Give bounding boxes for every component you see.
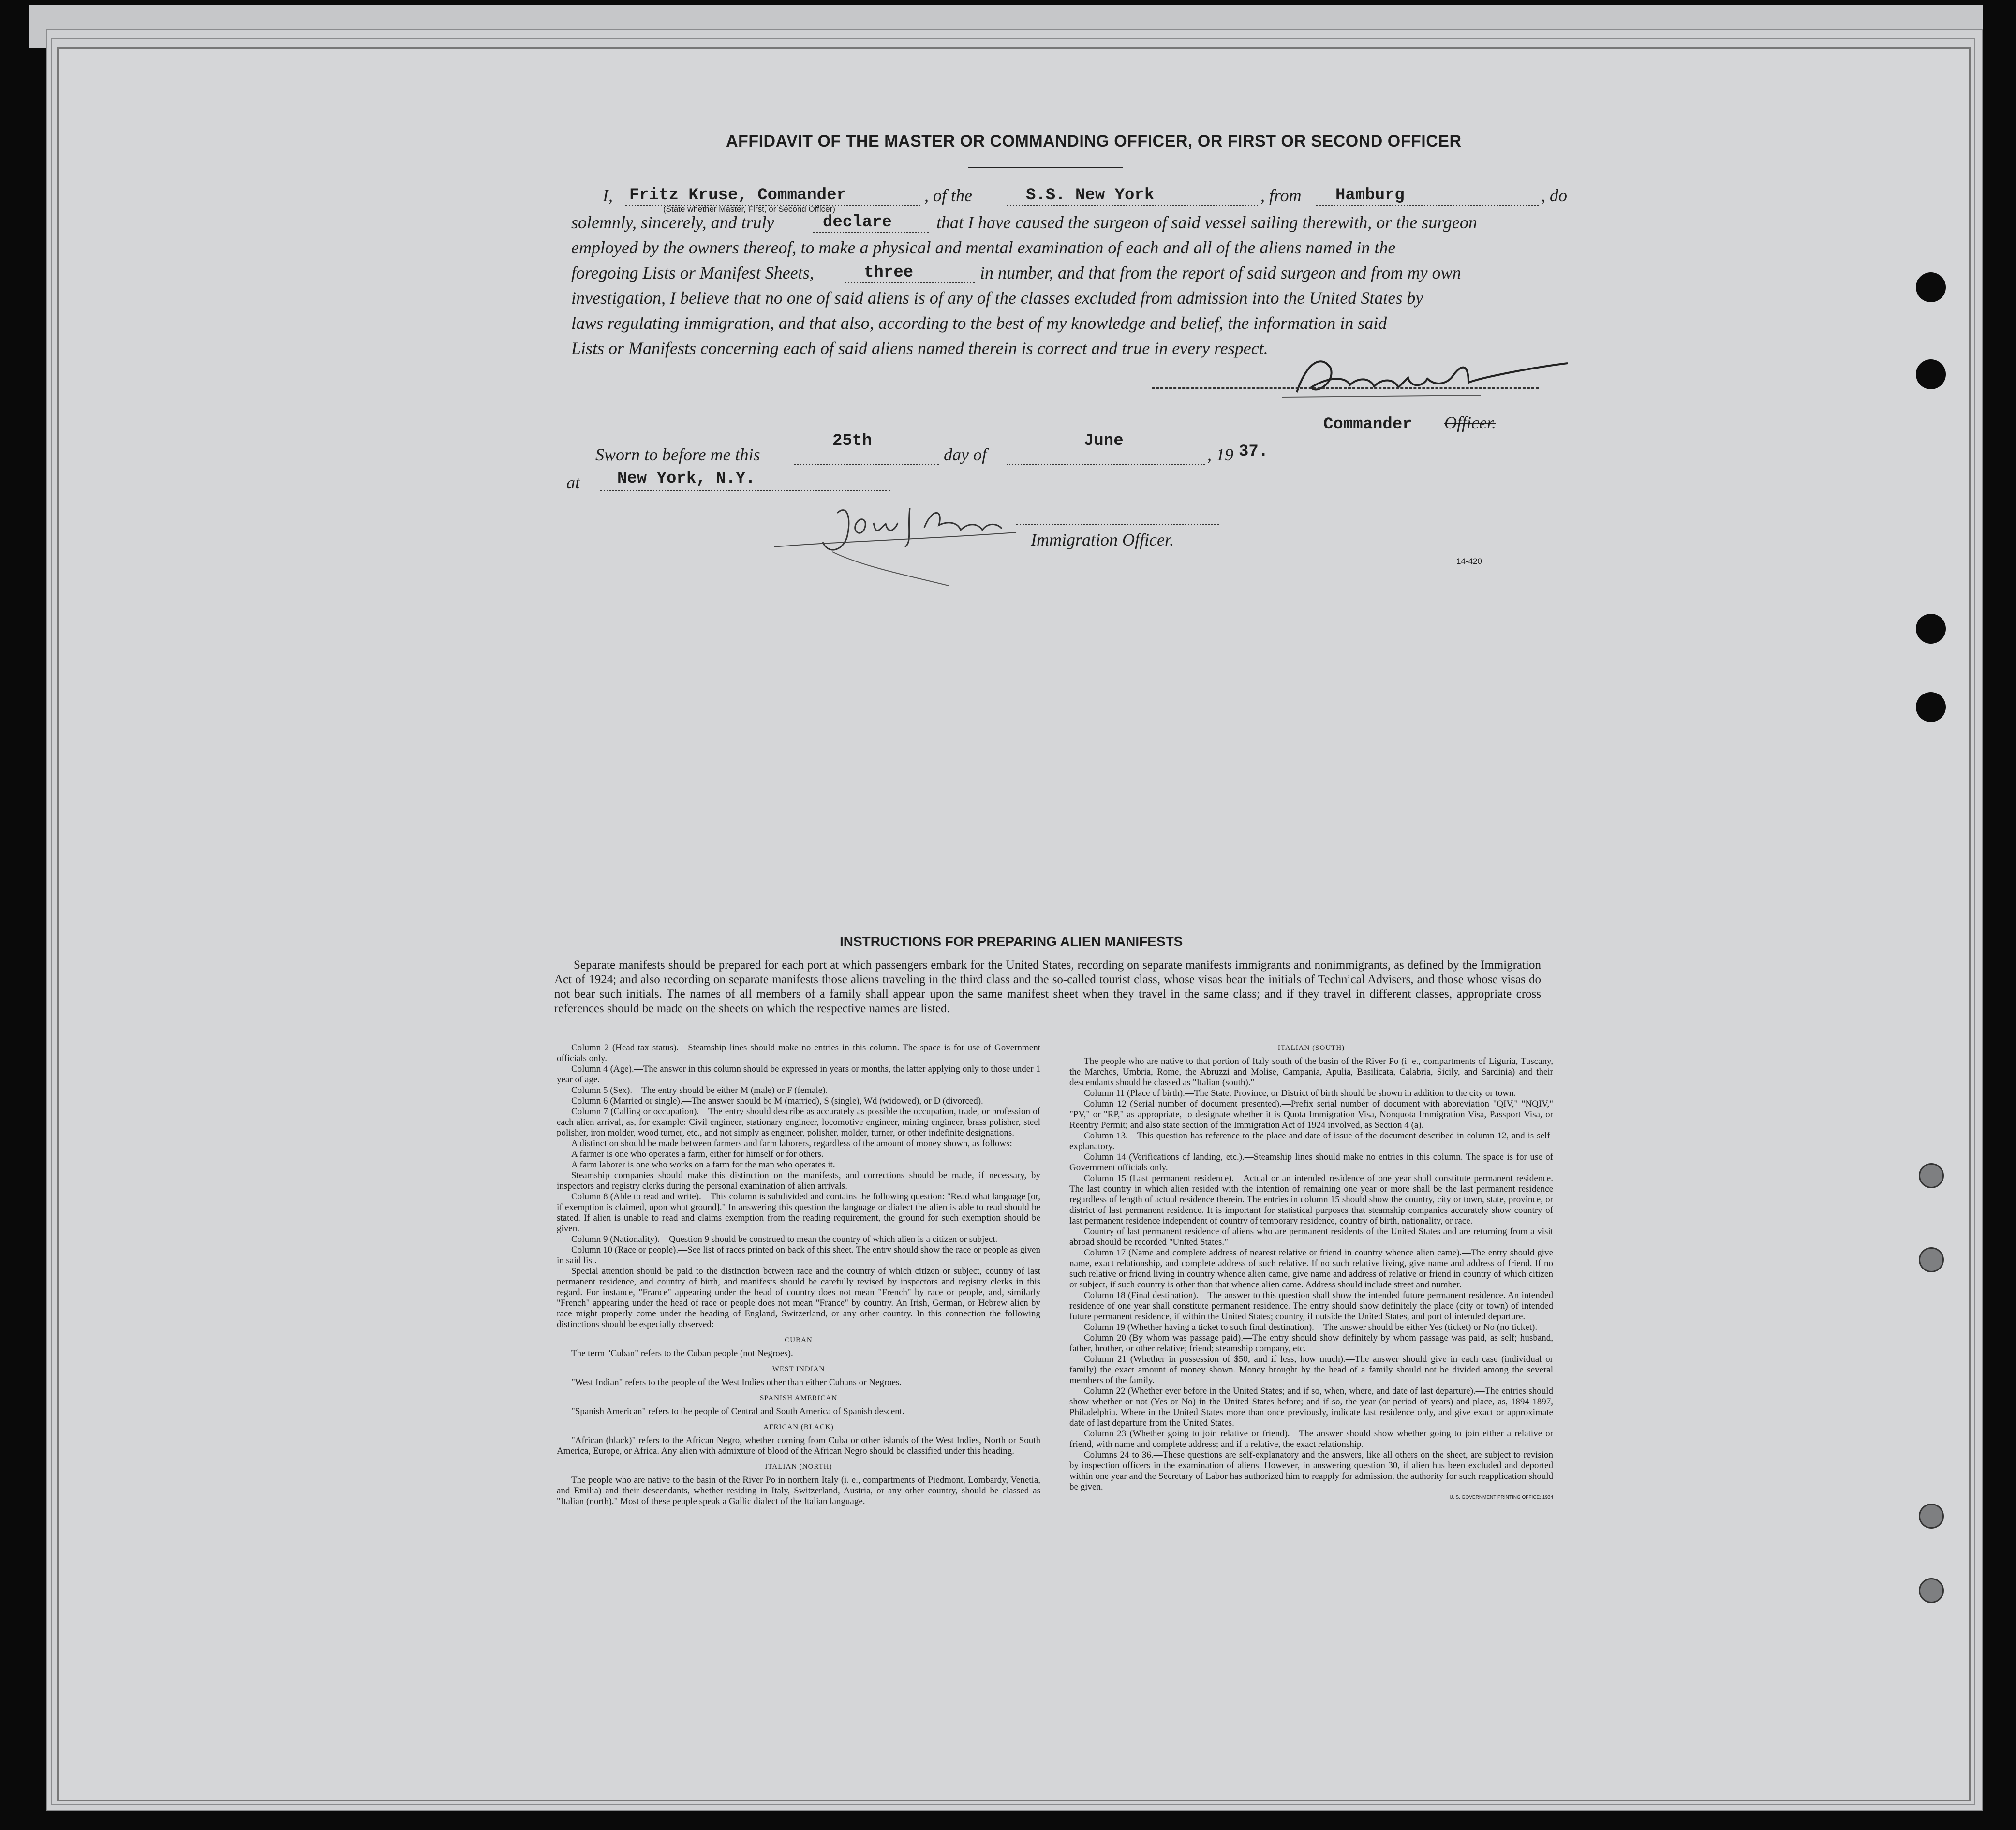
instruction-paragraph: Column 18 (Final destination).—The answer to this question shall show the intended future permanent residence. An intended residence of one year shall constitute permanent residence. The entry should show definitely the place (city or town) of intended future permanent residence, if within the United States; country, if outside the United States, and port of intended departure. <box>1069 1290 1553 1322</box>
vessel-name: S.S. New York <box>1026 186 1155 205</box>
officer-rank-hint: (State whether Master, First, or Second Officer) <box>663 205 835 214</box>
instruction-paragraph: Column 7 (Calling or occupation).—The entry should describe as accurately as possible the occupation, trade, or profession of each alien arrival, as, for example: Civil engineer, stationary engineer, locomotive engineer, mining engineer, brass polisher, steel polisher, iron molder, wood turner, etc., and not simply as engineer, polisher, molder, turner, or other indefinite designations. <box>557 1107 1040 1138</box>
instructions-title: INSTRUCTIONS FOR PREPARING ALIEN MANIFESTS <box>840 934 1183 949</box>
instruction-paragraph: Column 10 (Race or people).—See list of races printed on back of this sheet. The entry should show the race or people as given in said list. <box>557 1245 1040 1266</box>
instruction-paragraph: Column 19 (Whether having a ticket to such final destination).—The answer should be either Yes (ticket) or No (no ticket). <box>1084 1322 1538 1332</box>
binder-hole <box>1916 614 1946 644</box>
instruction-paragraph: Column 6 (Married or single).—The answer should be M (married), S (single), Wd (widowed), or D (divorced). <box>571 1096 983 1106</box>
affidavit-line-4-end: in number, and that from the report of said surgeon and from my own <box>980 263 1461 282</box>
instruction-paragraph: "Spanish American" refers to the people of Central and South America of Spanish descent. <box>571 1406 904 1417</box>
affidavit-line-1-end: , do <box>1541 186 1567 205</box>
affidavit-line-5: investigation, I believe that no one of said aliens is of any of the classes excluded from admission into the United States by <box>571 288 1423 308</box>
sworn-day-of: day of <box>944 445 987 464</box>
binder-hole <box>1919 1247 1944 1272</box>
instruction-paragraph: Column 20 (By whom was passage paid).—The entry should show definitely by whom passage was paid, as self; husband, father, brother, or other relative; friend; steamship company, etc. <box>1069 1333 1553 1354</box>
instruction-paragraph: Column 14 (Verifications of landing, etc.).—Steamship lines should make no entries in this column. The space is for use of Government officials only. <box>1069 1152 1553 1173</box>
instruction-paragraph: "West Indian" refers to the people of the West Indies other than either Cubans or Negroes. <box>571 1377 902 1387</box>
officer-title-typed: Commander <box>1323 415 1412 434</box>
instruction-paragraph: Column 8 (Able to read and write).—This column is subdivided and contains the following question: "Read what language [or, if exemption is claimed, upon what ground]." In answering this question the language or dialect the alien is able to read should be stated. If alien is unable to read and claims exemption from the reading requirement, the ground for such exemption should be given. <box>557 1192 1040 1234</box>
affidavit-line-7: Lists or Manifests concerning each of said aliens named therein is correct and true in every respect. <box>571 339 1268 358</box>
affidavit-line-6: laws regulating immigration, and that also, according to the best of my knowledge and belief, the information in said <box>571 313 1387 333</box>
signature-line <box>1152 387 1539 389</box>
binder-hole <box>1916 272 1946 302</box>
affidavit-line-1-start: I, <box>603 186 613 205</box>
instruction-paragraph: Column 22 (Whether ever before in the United States; and if so, when, where, and date of last departure).—The entries should show whether or not (Yes or No) in the United States before; and if so, the year (or period of years) and place, as, 1894-1897, Philadelphia. Where in the United States more than once previously, indicate last residence only, and give exact or approximate date of last departure from the United States. <box>1069 1386 1553 1428</box>
blank-line <box>813 232 929 233</box>
instruction-paragraph: The term "Cuban" refers to the Cuban people (not Negroes). <box>571 1348 793 1358</box>
section-heading: ITALIAN (SOUTH) <box>1277 1044 1345 1052</box>
declaration-verb: declare <box>823 213 892 232</box>
instruction-paragraph: Column 15 (Last permanent residence).—Actual or an intended residence of one year shall constitute permanent residence. The last country in which alien resided with the intention of remaining one year or more shall be the last permanent residence regardless of length of actual residence therein. The entries in column 15 should show the country, city or town, state, province, or district of last permanent residence. It is important for statistical purposes that steamship companies accurately show country of last permanent residence independent of country of temporary residence, country of birth, nationality, or race. <box>1069 1173 1553 1226</box>
blank-line <box>1016 524 1219 525</box>
instruction-paragraph: The people who are native to that portion of Italy south of the basin of the River Po (i. e., compartments of Liguria, Tuscany, the Marches, Umbria, Rome, the Abruzzi and Molise, Campania, Apulia, Basilicata, Calabria, Sicily, and Sardinia) and their descendants should be classed as "Italian (south)." <box>1069 1056 1553 1088</box>
at-label: at <box>566 473 580 492</box>
instruction-paragraph: Column 13.—This question has reference to the place and date of issue of the document described in column 12, and is self-explanatory. <box>1069 1131 1553 1151</box>
affidavit-line-2-end: that I have caused the surgeon of said vessel sailing therewith, or the surgeon <box>936 213 1477 232</box>
affidavit-line-1-mid: , of the <box>924 186 972 205</box>
blank-line <box>1316 205 1539 206</box>
affidavit-line-2-start: solemnly, sincerely, and truly <box>571 213 774 232</box>
officer-name: Fritz Kruse, Commander <box>629 186 846 205</box>
affidavit-line-1-from: , from <box>1260 186 1302 205</box>
manifest-page <box>57 47 1971 1801</box>
binder-hole <box>1916 359 1946 389</box>
instruction-paragraph: Column 2 (Head-tax status).—Steamship lines should make no entries in this column. The space is for use of Government officials only. <box>557 1043 1040 1063</box>
section-heading: CUBAN <box>785 1336 813 1344</box>
section-heading: ITALIAN (NORTH) <box>765 1463 832 1471</box>
instructions-right-column <box>1069 1043 1553 1503</box>
blank-line <box>845 282 975 283</box>
instruction-paragraph: Column 12 (Serial number of document presented).—Prefix serial number of document with abbreviation "QIV," "NQIV," "PV," or "RP," as appropriate, to designate whether it is Quota Immigration Visa, Nonquota Immigration Visa, Passport Visa, or Reentry Permit; and also state section of the Immigration Act of 1924 involved, as Section 4 (a). <box>1069 1099 1553 1130</box>
sworn-month: June <box>1084 432 1124 450</box>
immigration-officer-signature <box>765 494 1065 590</box>
instruction-paragraph: Country of last permanent residence of aliens who are permanent residents of the United States and are returning from a visit abroad should be recorded "United States." <box>1069 1226 1553 1247</box>
title-rule <box>968 167 1123 168</box>
binder-hole <box>1919 1504 1944 1529</box>
affidavit-title: AFFIDAVIT OF THE MASTER OR COMMANDING OFFICER, OR FIRST OR SECOND OFFICER <box>726 132 1462 150</box>
immigration-officer-label: Immigration Officer. <box>1031 530 1174 549</box>
section-heading: WEST INDIAN <box>772 1365 825 1373</box>
instruction-paragraph: Steamship companies should make this distinction on the manifests, and corrections should be made, if necessary, by inspectors and registry clerks during the personal examination of alien arrivals. <box>557 1170 1040 1191</box>
binder-hole <box>1916 692 1946 722</box>
instruction-paragraph: A farm laborer is one who works on a farm for the man who operates it. <box>571 1160 835 1170</box>
instruction-paragraph: Column 5 (Sex).—The entry should be either M (male) or F (female). <box>571 1085 828 1095</box>
sworn-day: 25th <box>832 432 872 450</box>
instruction-paragraph: Special attention should be paid to the distinction between race and the country of which citizen or subject, country of last permanent residence, and country of birth, and manifests should be carefully revised by inspectors and registry clerks in this regard. For instance, "France" appearing under the head of country does not mean "French" by race or people, and, similarly "French" appearing under the head of race or people does not mean "France" by country. An Irish, German, or Hebrew alien by race might properly come under the heading of England, Switzerland, or any other country. In this connection the following distinctions should be especially observed: <box>557 1266 1040 1329</box>
blank-line <box>600 490 890 491</box>
sworn-place: New York, N.Y. <box>617 470 756 488</box>
officer-title-printed: Officer. <box>1444 413 1496 432</box>
affidavit-line-3: employed by the owners thereof, to make a physical and mental examination of each and all of the aliens named in the <box>571 238 1396 257</box>
sheet-count: three <box>864 264 914 282</box>
affidavit-line-4-start: foregoing Lists or Manifest Sheets, <box>571 263 814 282</box>
departure-port: Hamburg <box>1335 186 1405 205</box>
instruction-paragraph: A farmer is one who operates a farm, either for himself or for others. <box>571 1149 824 1159</box>
sworn-year: 37. <box>1239 443 1269 461</box>
instruction-paragraph: Column 23 (Whether going to join relative or friend).—The answer should show whether going to join either a relative or friend, with name and complete address; and if a relative, the exact relationship. <box>1069 1429 1553 1449</box>
instruction-paragraph: Column 17 (Name and complete address of nearest relative or friend in country whence alien came).—The entry should give name, exact relationship, and complete address of such relative. If no such relative living, give name and address of friend. If no such relative or friend living in country whence alien came, give name and address of relative or friend in country of which citizen or subject, if such country is other than that whence alien came. Address should include street and number. <box>1069 1248 1553 1290</box>
blank-line <box>794 464 939 465</box>
binder-hole <box>1919 1578 1944 1603</box>
form-code: 14-420 <box>1456 557 1482 566</box>
instruction-paragraph: Column 4 (Age).—The answer in this column should be expressed in years or months, the latter applying only to those under 1 year of age. <box>557 1064 1040 1085</box>
instruction-paragraph: Column 11 (Place of birth).—The State, Province, or District of birth should be shown in addition to the city or town. <box>1084 1088 1516 1098</box>
instruction-paragraph: A distinction should be made between farmers and farm laborers, regardless of the amount of money shown, as follows: <box>571 1138 1012 1149</box>
instruction-paragraph: "African (black)" refers to the African Negro, whether coming from Cuba or other islands of the West Indies, North or South America, Europe, or Africa. Any alien with admixture of blood of the African Negro should be classified under this heading. <box>557 1435 1040 1456</box>
instructions-intro: Separate manifests should be prepared for each port at which passengers embark for the United States, recording on separate manifests immigrants and nonimmigrants, as defined by the Immigration Act of 1924; and also recording on separate manifests those aliens traveling in the third class and the so-called tourist class, whose visas bear the initials of Technical Advisers, and those whose visas do not bear such initials. The names of all members of a family shall appear upon the same manifest sheet when they travel in the same class; and if they travel in different classes, appropriate cross references should be made on the sheets on which the respective names are listed. <box>554 959 1541 1015</box>
instruction-paragraph: Column 9 (Nationality).—Question 9 should be construed to mean the country of which alien is a citizen or subject. <box>571 1234 998 1244</box>
instructions-left-column <box>557 1043 1040 1507</box>
commander-signature <box>1277 349 1587 407</box>
blank-line <box>1007 464 1205 465</box>
printer-imprint: U. S. GOVERNMENT PRINTING OFFICE: 1934 <box>1449 1495 1553 1500</box>
instruction-paragraph: Columns 24 to 36.—These questions are self-explanatory and the answers, like all others on the sheet, are subject to revision by inspection officers in the examination of aliens. However, in answering question 30, if alien has been excluded and deported within one year and the Secretary of Labor has authorized him to reapply for admission, the authority for such reapplication should be given. <box>1069 1450 1553 1492</box>
sworn-text: Sworn to before me this <box>595 445 760 464</box>
binder-hole <box>1919 1163 1944 1188</box>
sworn-year-prefix: , 19 <box>1207 445 1233 464</box>
instruction-paragraph: Column 21 (Whether in possession of $50, and if less, how much).—The answer should give in each case (individual or family) the exact amount of money shown. Money brought by the head of a family should not be divided among the several members of the family. <box>1069 1354 1553 1386</box>
instruction-paragraph: The people who are native to the basin of the River Po in northern Italy (i. e., compartments of Piedmont, Lombardy, Venetia, and Emilia) and their descendants, whether residing in Italy, Switzerland, Austria, or any other country, should be classed as "Italian (north)." Most of these people speak a Gallic dialect of the Italian language. <box>557 1475 1040 1506</box>
section-heading: SPANISH AMERICAN <box>759 1394 838 1402</box>
section-heading: AFRICAN (BLACK) <box>763 1423 834 1431</box>
blank-line <box>1007 205 1258 206</box>
